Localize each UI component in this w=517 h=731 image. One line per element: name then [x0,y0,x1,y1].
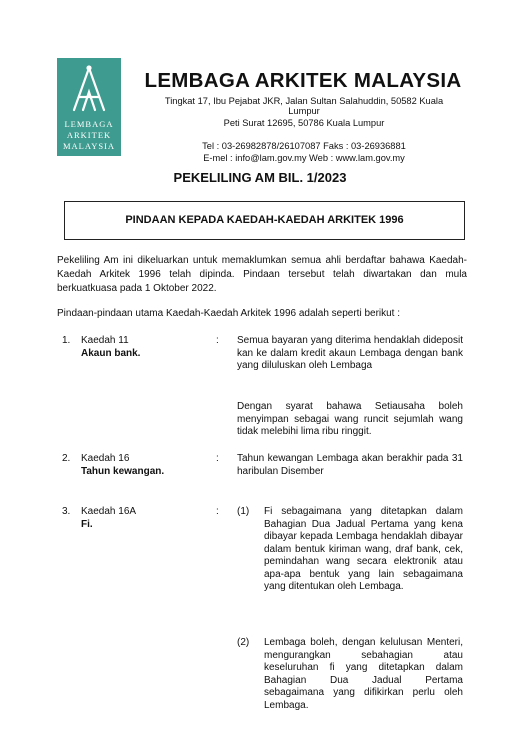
phone-fax-line: Tel : 03-26982878/26107087 Faks : 03-26936881 [202,141,406,151]
circular-title: PEKELILING AM BIL. 1/2023 [173,170,347,185]
rule-title: Akaun bank. [81,347,141,359]
rule-reference [81,335,140,360]
organization-name: LEMBAGA ARKITEK MALAYSIA [144,69,462,92]
item-number: 1. [62,335,71,346]
item-number: 2. [62,453,71,464]
rule-name: Kaedah 11 [81,335,129,346]
lam-logo [57,58,121,156]
logo-text-line2: ARKITEK [66,130,112,140]
rule-name: Kaedah 16 [81,453,130,464]
rule-title: Tahun kewangan. [81,465,165,477]
logo-text-line1: LEMBAGA [64,119,114,129]
address-line-3: Peti Surat 12695, 50786 Kuala Lumpur [223,118,385,128]
subject-title: PINDAAN KEPADA KAEDAH-KAEDAH ARKITEK 1996 [125,214,404,226]
rule-name: Kaedah 16A [81,506,137,517]
rule-reference [81,506,136,531]
item-number: 3. [62,506,71,517]
logo-text-line3: MALAYSIA [62,141,116,151]
intro-paragraph: Pekeliling Am ini dikeluarkan untuk memaklumkan semua ahli berdaftar bahawa Kaedah-Kaedah Arkitek 1996 telah dipinda. Pindaan tersebut telah diwartakan dan mula berkuatkuasa pada 1 Oktober 2022. [57,255,467,294]
email-web-line: E-mel : info@lam.gov.my Web : www.lam.gov.my [203,153,405,163]
subject-box [64,201,465,240]
item-colon: : [216,453,219,464]
lead-paragraph: Pindaan-pindaan utama Kaedah-Kaedah Arkitek 1996 adalah seperti berikut : [57,308,401,319]
item-proviso-text: Dengan syarat bahawa Setiausaha boleh menyimpan sebagai wang runcit sejumlah wang tidak melebihi lima ribu ringgit. [237,401,463,437]
address-line-2: Lumpur [288,106,320,116]
sub-item-text: Lembaga boleh, dengan kelulusan Menteri, mengurangkan sebahagian atau keseluruhan fi yang ditetapkan dalam Bahagian Dua Jadual Pertama sebagaimana yang difikirkan perlu oleh Lembaga. [264,637,463,711]
rule-reference [81,453,164,478]
item-text: Tahun kewangan Lembaga akan berakhir pada 31 haribulan Disember [237,453,463,477]
sub-item-text: Fi sebagaimana yang ditetapkan dalam Bahagian Dua Jadual Pertama yang kena dibayar kepada Lembaga hendaklah dibayar dalam bentuk kiriman wang, draf bank, cek, pemindahan wang secara elektronik atau apa-apa bentuk yang lain sebagaimana yang ditentukan oleh Lembaga. [264,506,463,592]
architect-compass-icon [67,64,111,114]
sub-item-number: (1) [237,506,250,517]
item-text: Semua bayaran yang diterima hendaklah dideposit​kan ke dalam kredit akaun Lembaga dengan bank yang diluluskan oleh Lembaga [237,335,463,371]
item-colon: : [216,506,219,517]
address-line-1: Tingkat 17, Ibu Pejabat JKR, Jalan Sultan Salahuddin, 50582 Kuala [164,96,444,106]
rule-title: Fi. [81,518,93,530]
sub-item-number: (2) [237,637,250,648]
item-colon: : [216,335,219,346]
